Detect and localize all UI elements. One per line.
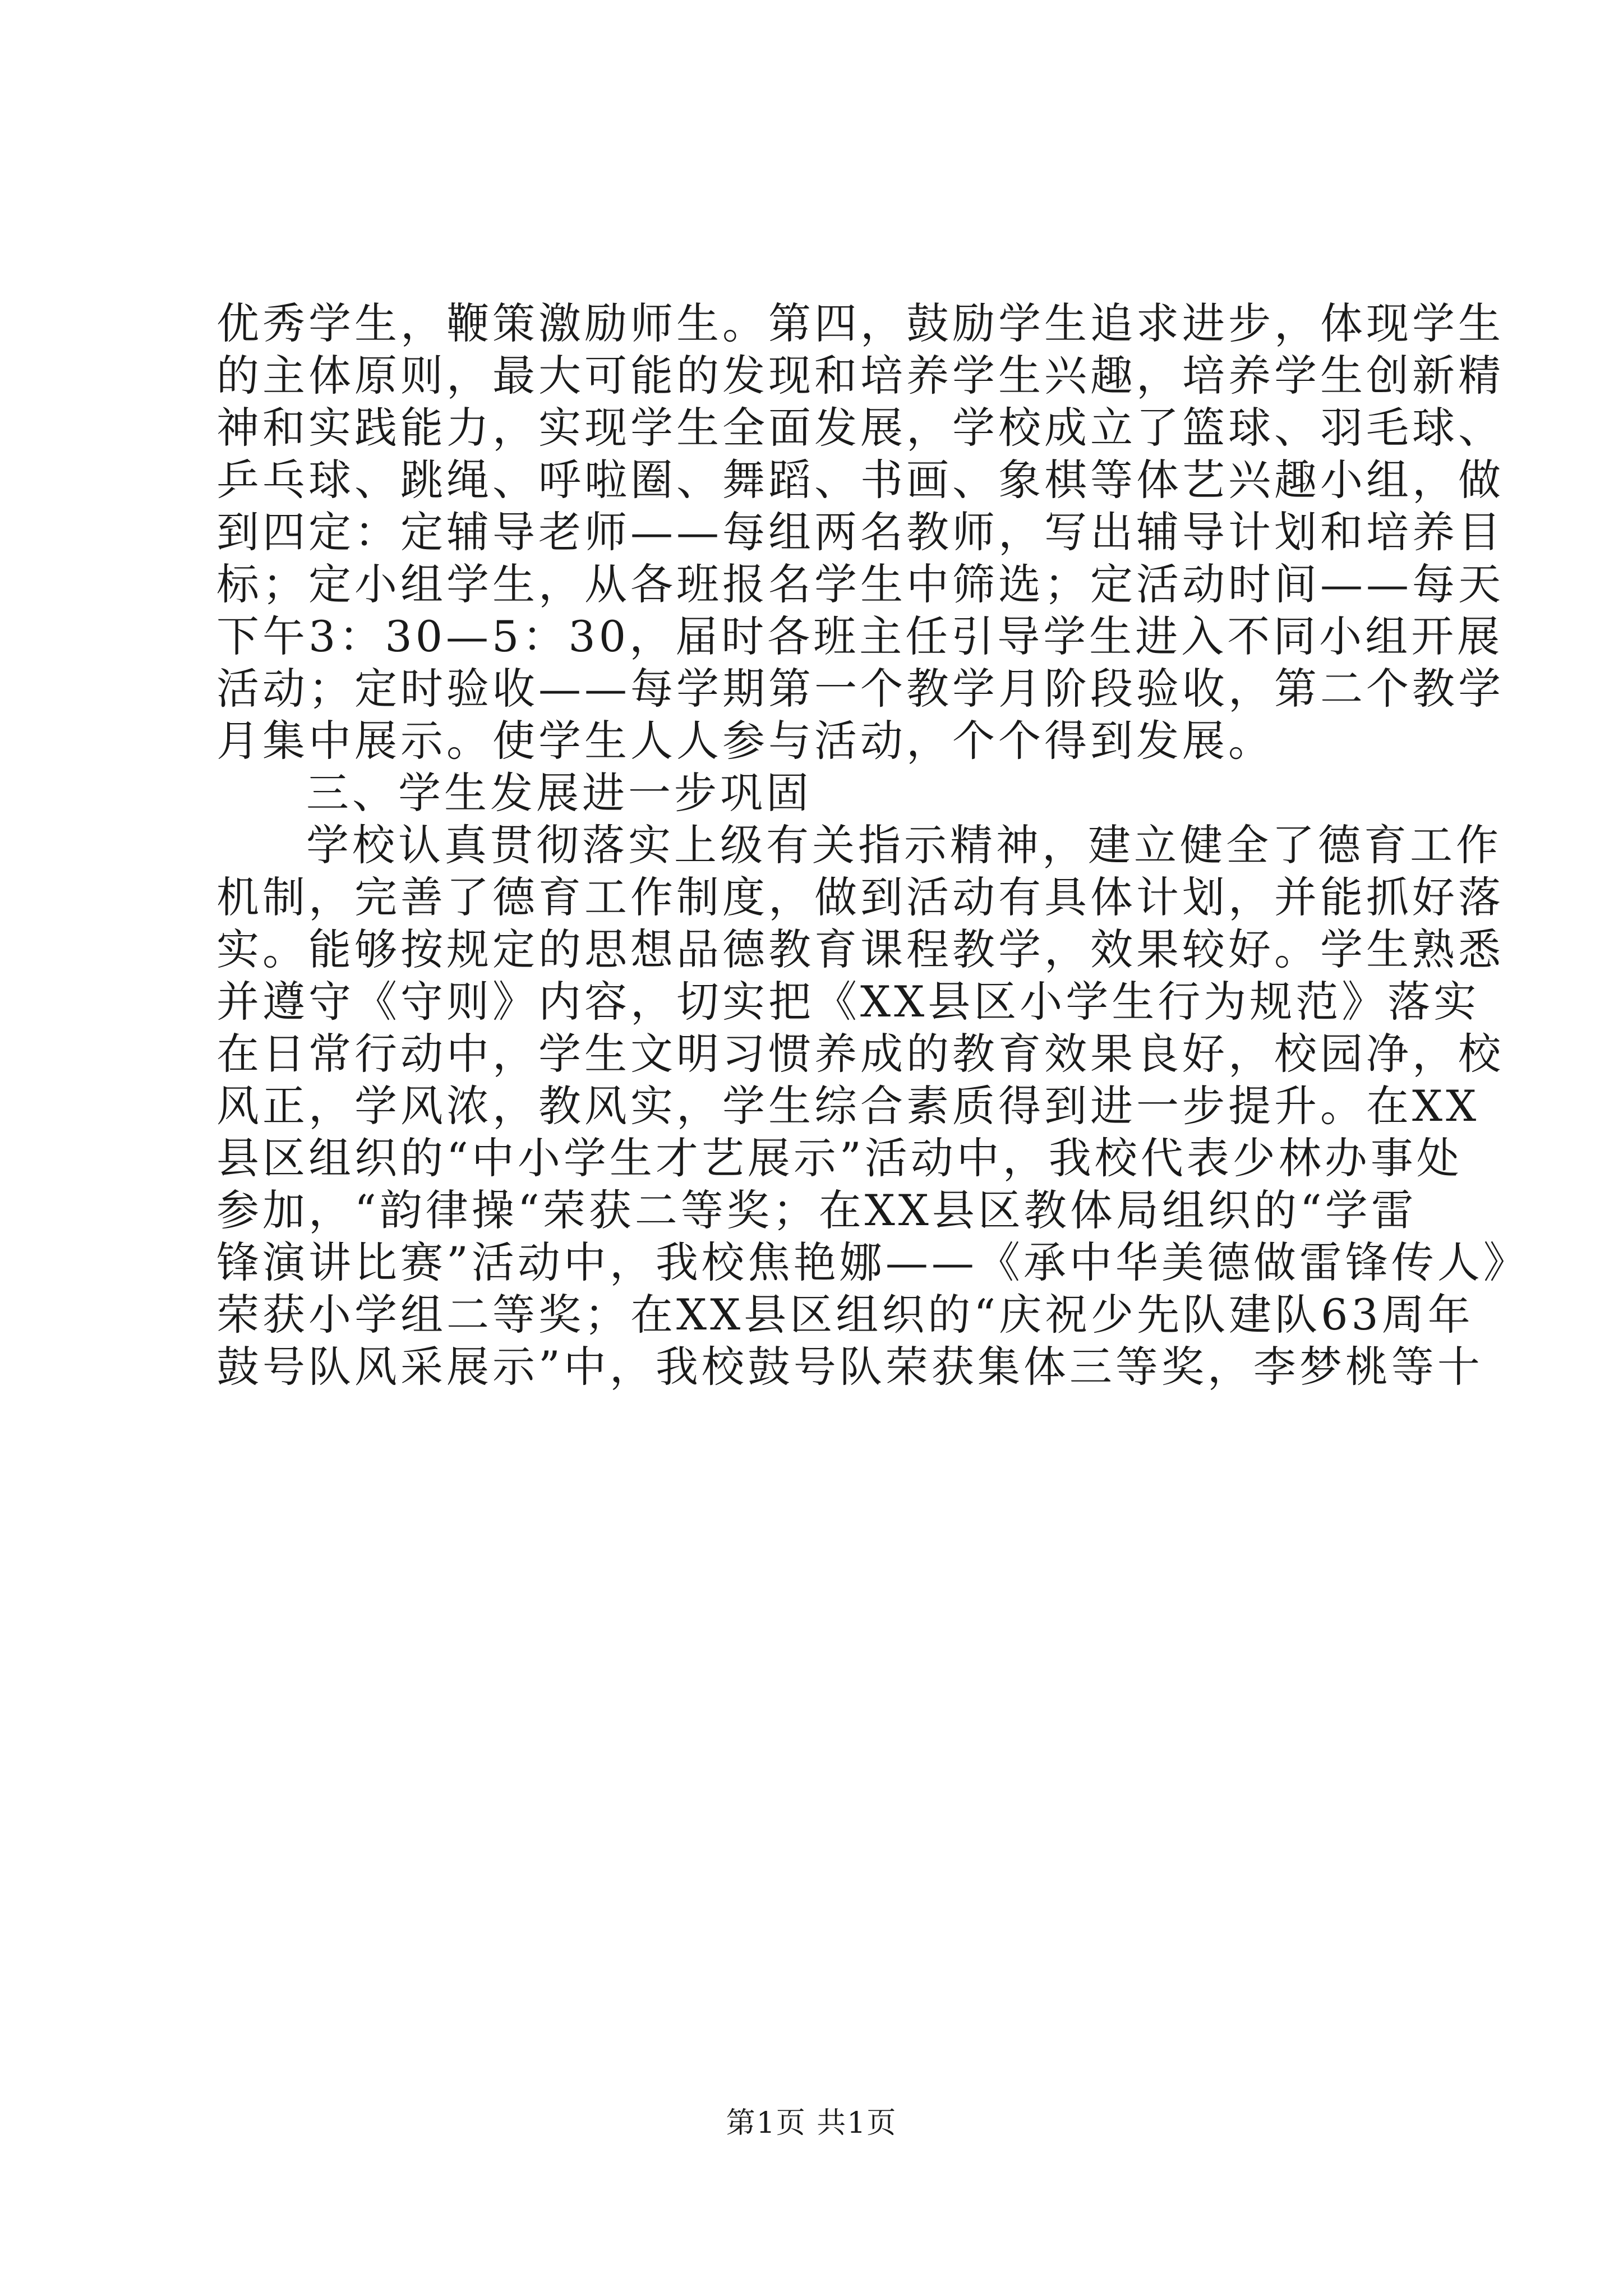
page-number-label: 第1页 共1页 [726, 2106, 897, 2140]
text-line-5: 到四定：定辅导老师——每组两名教师，写出辅导计划和培养目 [216, 507, 1504, 557]
text-line-13: 实。能够按规定的思想品德教育课程教学，效果较好。学生熟悉 [216, 924, 1504, 974]
text-line-3: 神和实践能力，实现学生全面发展，学校成立了篮球、羽毛球、 [216, 403, 1504, 453]
text-line-19: 锋演讲比赛”活动中，我校焦艳娜——《承中华美德做雷锋传人》 [216, 1237, 1529, 1287]
text-line-9: 月集中展示。使学生人人参与活动，个个得到发展。 [216, 716, 1274, 766]
text-line-2: 的主体原则，最大可能的发现和培养学生兴趣，培养学生创新精 [216, 351, 1504, 401]
text-line-4: 乒乓球、跳绳、呼啦圈、舞蹈、书画、象棋等体艺兴趣小组，做 [216, 455, 1504, 505]
text-line-15: 在日常行动中，学生文明习惯养成的教育效果良好，校园净，校 [216, 1029, 1504, 1079]
document-body [216, 297, 1529, 1393]
text-line-21: 鼓号队风采展示”中，我校鼓号队荣获集体三等奖，李梦桃等十 [216, 1342, 1483, 1392]
text-line-16: 风正，学风浓，教风实，学生综合素质得到进一步提升。在XX [216, 1081, 1480, 1131]
text-line-11: 学校认真贯彻落实上级有关指示精神，建立健全了德育工作 [306, 820, 1502, 870]
text-line-20: 荣获小学组二等奖；在XX县区组织的“庆祝少先队建队63周年 [216, 1290, 1474, 1340]
section-heading: 三、学生发展进一步巩固 [306, 768, 812, 818]
page-footer [0, 2104, 1623, 2143]
text-line-1: 优秀学生，鞭策激励师生。第四，鼓励学生追求进步，体现学生 [216, 298, 1504, 348]
text-line-6: 标；定小组学生，从各班报名学生中筛选；定活动时间——每天 [216, 559, 1504, 609]
text-line-12: 机制，完善了德育工作制度，做到活动有具体计划，并能抓好落 [216, 872, 1504, 922]
text-line-8: 活动；定时验收——每学期第一个教学月阶段验收，第二个教学 [216, 664, 1504, 714]
text-line-18: 参加，“韵律操“荣获二等奖；在XX县区教体局组织的“学雷 [216, 1185, 1417, 1235]
text-line-14: 并遵守《守则》内容，切实把《XX县区小学生行为规范》落实 [216, 977, 1480, 1027]
text-line-7: 下午3：30—5：30，届时各班主任引导学生进入不同小组开展 [216, 611, 1504, 661]
text-line-17: 县区组织的“中小学生才艺展示”活动中，我校代表少林办事处 [216, 1133, 1463, 1183]
